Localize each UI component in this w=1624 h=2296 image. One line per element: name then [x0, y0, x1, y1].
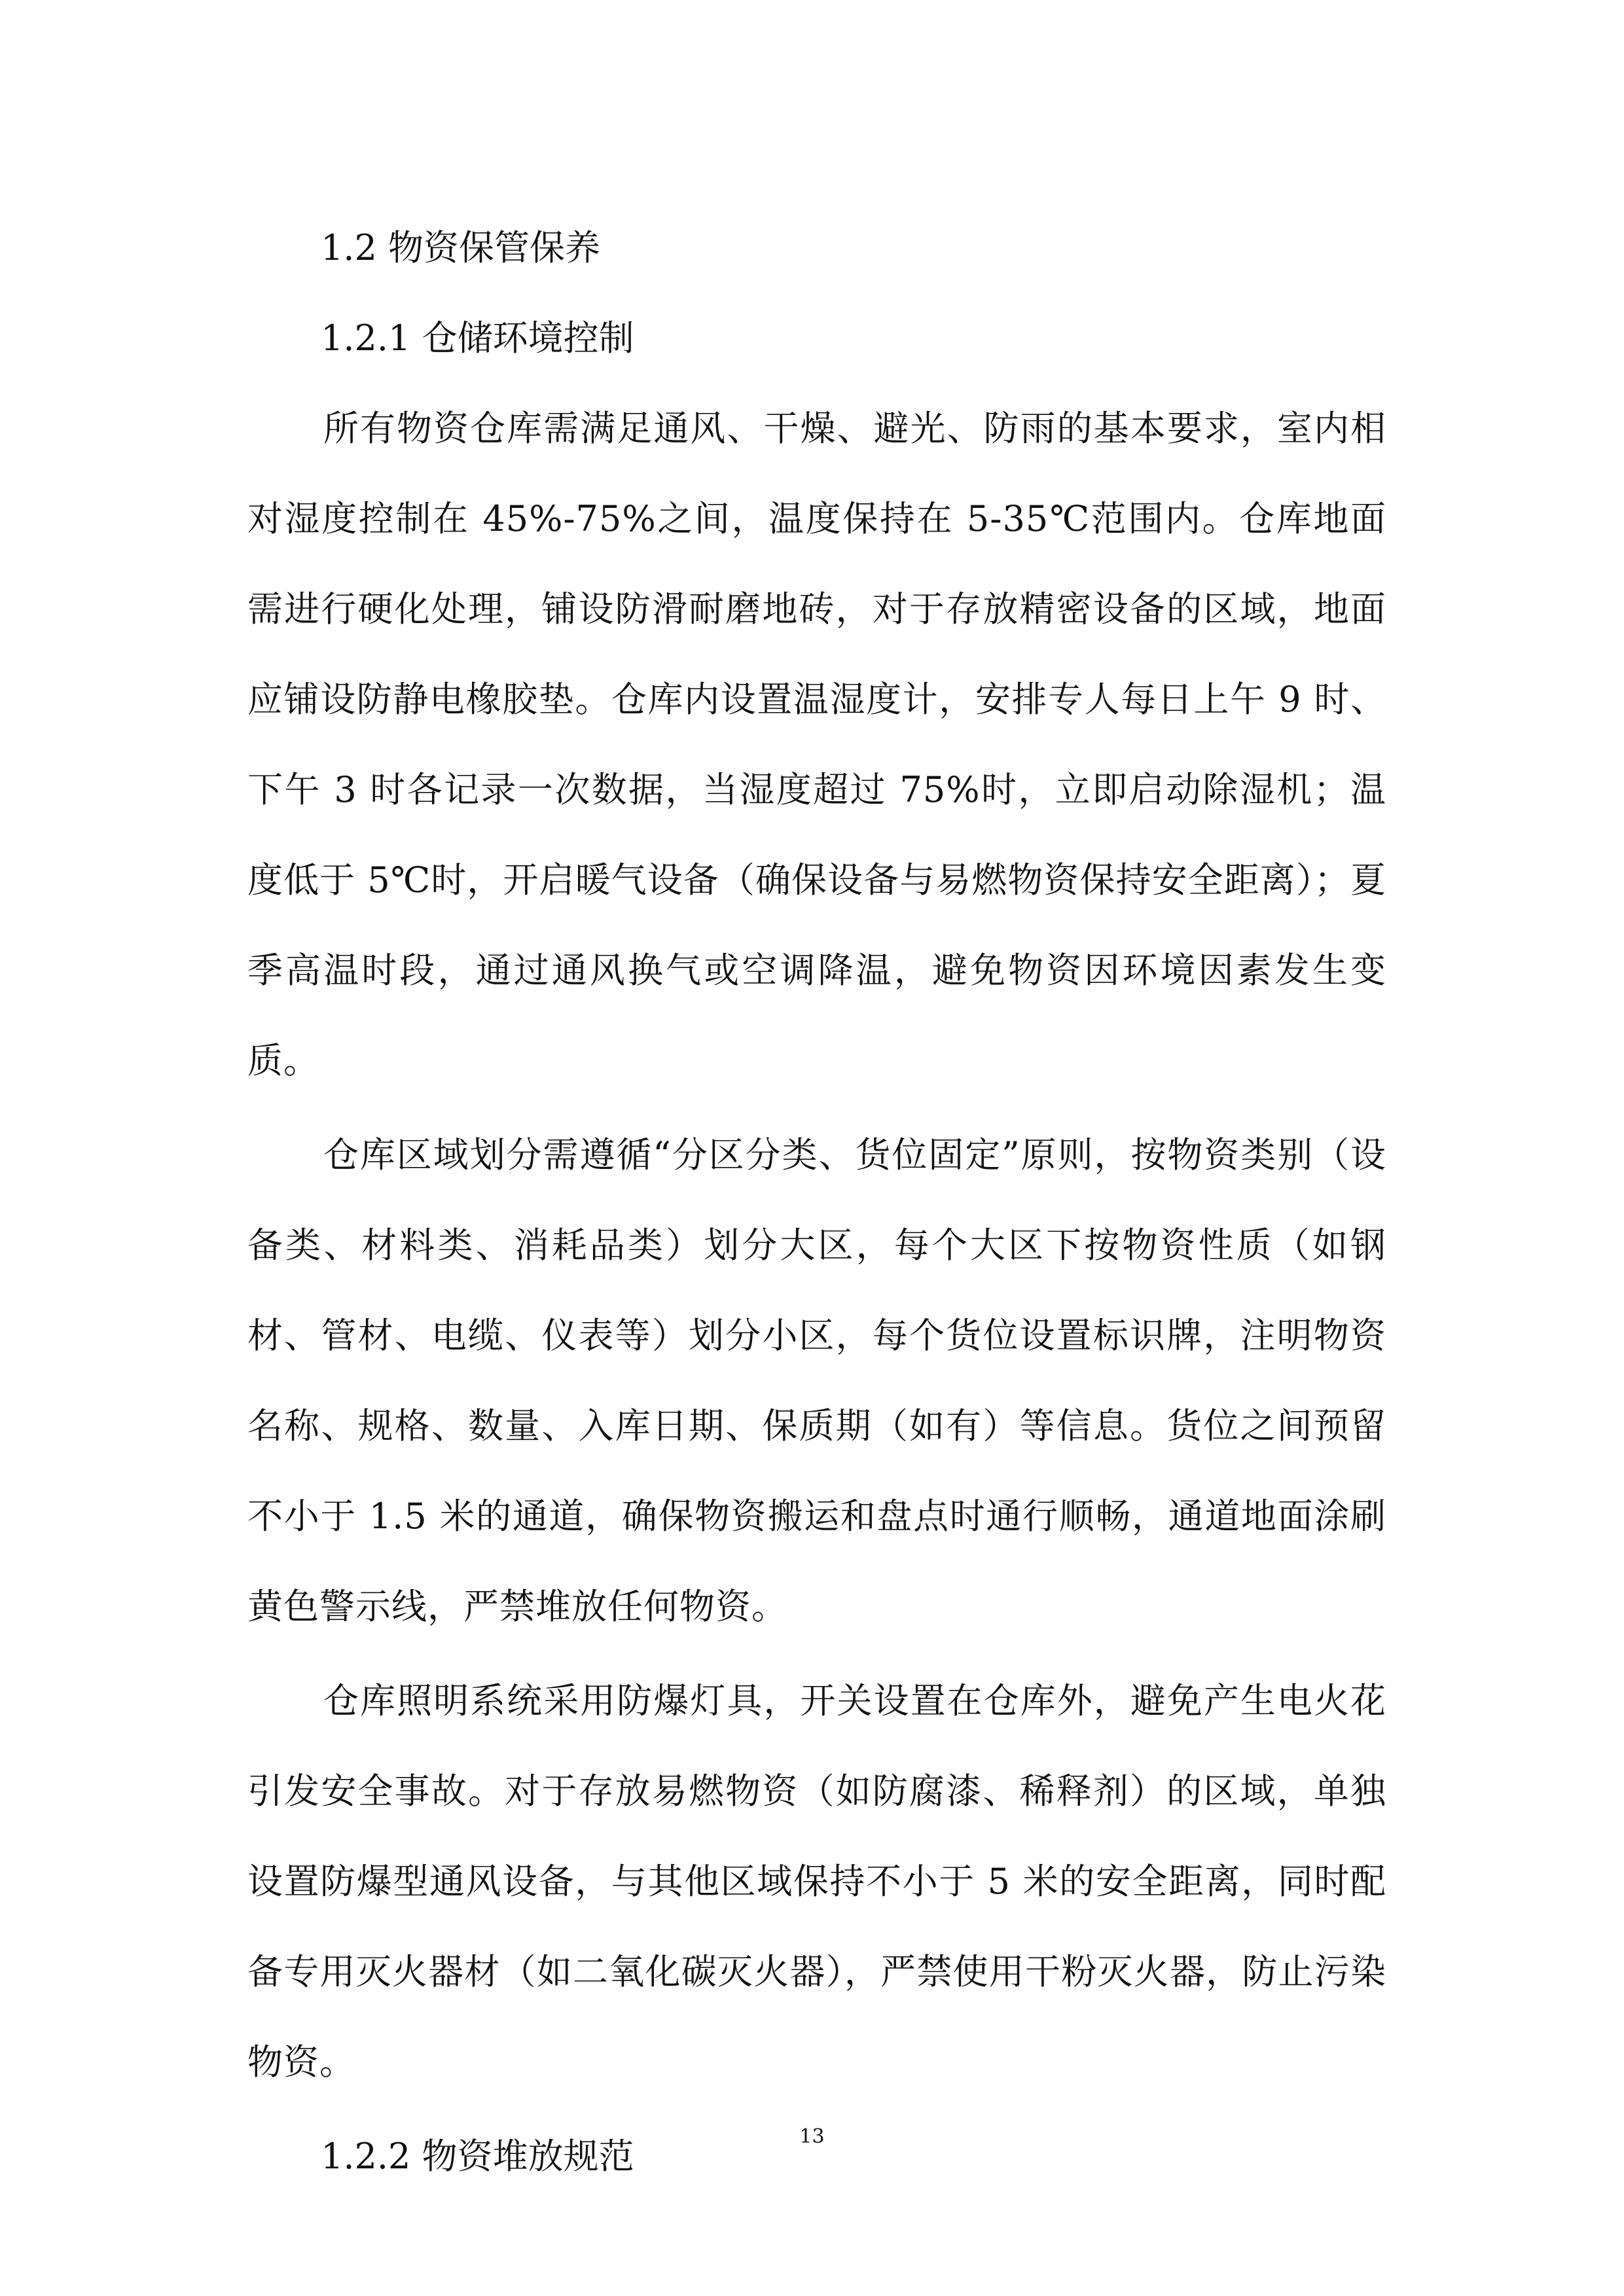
- page-body: [247, 203, 1386, 2202]
- paragraph: 所有物资仓库需满足通风、干燥、避光、防雨的基本要求，室内相对湿度控制在 45%-75%之间，温度保持在 5-35℃范围内。仓库地面需进行硬化处理，铺设防滑耐磨地砖，对于存放精密设备的区域，地面应铺设防静电橡胶垫。仓库内设置温湿度计，安排专人每日上午 9 时、下午 3 时各记录一次数据，当湿度超过 75%时，立即启动除湿机；温度低于 5℃时，开启暖气设备（确保设备与易燃物资保持安全距离）；夏季高温时段，通过通风换气或空调降温，避免物资因环境因素发生变质。: [247, 408, 1386, 1081]
- section-heading: 1.2 物资保管保养: [321, 227, 601, 268]
- subsection-heading: 1.2.1 仓储环境控制: [321, 317, 634, 359]
- subsection-heading: 1.2.2 物资堆放规范: [321, 2136, 634, 2177]
- page-number: 13: [799, 2125, 825, 2148]
- paragraph: 仓库区域划分需遵循“分区分类、货位固定”原则，按物资类别（设备类、材料类、消耗品类）划分大区，每个大区下按物资性质（如钢材、管材、电缆、仪表等）划分小区，每个货位设置标识牌，注明物资名称、规格、数量、入库日期、保质期（如有）等信息。货位之间预留不小于 1.5 米的通道，确保物资搬运和盘点时通行顺畅，通道地面涂刷黄色警示线，严禁堆放任何物资。: [247, 1134, 1386, 1627]
- paragraph: 仓库照明系统采用防爆灯具，开关设置在仓库外，避免产生电火花引发安全事故。对于存放易燃物资（如防腐漆、稀释剂）的区域，单独设置防爆型通风设备，与其他区域保持不小于 5 米的安全距离，同时配备专用灭火器材（如二氧化碳灭火器），严禁使用干粉灭火器，防止污染物资。: [247, 1680, 1386, 2083]
